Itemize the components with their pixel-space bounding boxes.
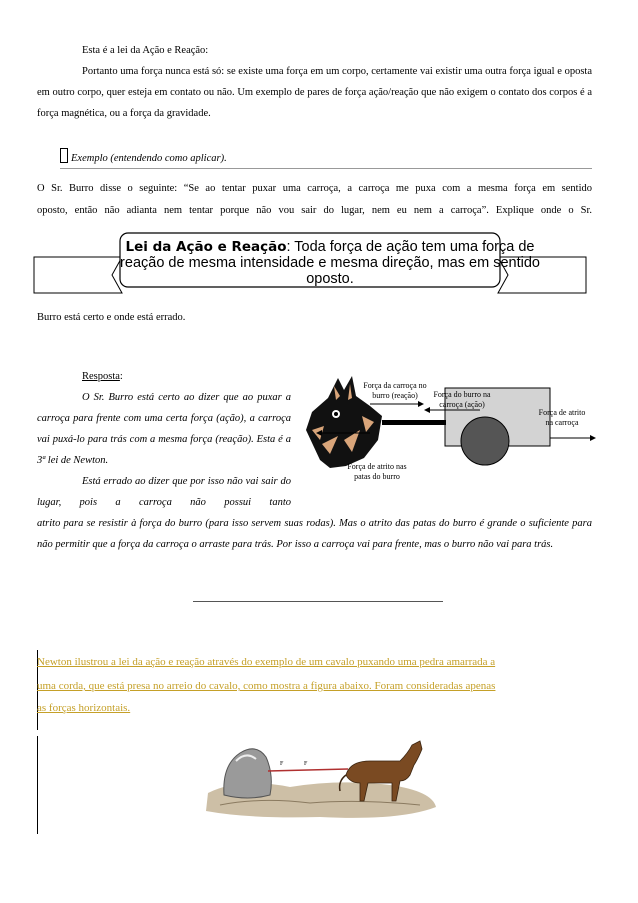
label-action: Força do burro na carroça (ação) xyxy=(433,390,491,409)
question-line: Burro está certo e onde está errado. xyxy=(37,312,186,323)
label-hoof-friction: Força de atrito nas patas do burro xyxy=(347,462,407,481)
intro-paragraph: Portanto uma força nunca está só: se existe uma força em um corpo, certamente vai existir uma outra força igual e oposta em outro corpo, quer esteja em contato ou não. Um exemplo de pares de força ação/reação que não exigem o contato dos corpos é a força magnética, ou a força da gravidade. xyxy=(37,66,592,119)
force-mark: F xyxy=(280,761,284,767)
force-mark: F xyxy=(304,761,308,767)
newton-text[interactable]: as forças horizontais. xyxy=(37,702,131,714)
wheel-shape xyxy=(461,417,509,465)
stone-icon xyxy=(224,749,272,798)
intro-line: Esta é a lei da Ação e Reação: xyxy=(82,45,209,56)
example-heading xyxy=(60,148,592,169)
margin-bar xyxy=(37,736,38,834)
checkbox-icon xyxy=(60,148,68,163)
example-heading-text: Exemplo (entendendo como aplicar). xyxy=(71,153,227,164)
rope-line xyxy=(268,769,348,771)
label-cart-friction: Força de atrito na carroça xyxy=(538,408,586,427)
horse-stone-figure xyxy=(200,735,440,821)
answer-paragraph: atrito para se resistir à força do burro (para isso servem suas rodas). Mas o atrito das patas do burro é grande o suficiente para não permitir que a força da carroça o arraste para trás. Por isso a carroça vai para frente, mas o burro não vai para trás. xyxy=(37,518,592,550)
newton-text[interactable]: Newton ilustrou a lei da ação e reação através do exemplo de um cavalo puxando uma pedra amarrada a xyxy=(37,656,496,668)
question-line: oposto, então não adianta nem tentar porque não vou sair do lugar, nem eu nem a carroça”. Explique onde o Sr. xyxy=(37,205,592,216)
law-banner-text: Lei da Ação e Reação: Toda força de ação tem uma força de reação de mesma intensidade e mesma direção, mas em sentido oposto. xyxy=(120,239,540,287)
law-banner-title: Lei da Ação e Reação xyxy=(125,239,287,255)
answer-paragraph: Está errado ao dizer que por isso não vai sair do lugar, pois a carroça não possui tanto xyxy=(37,476,291,508)
answer-paragraph: O Sr. Burro está certo ao dizer que ao puxar a carroça para frente com uma certa força (ação), a carroça vai puxá-lo para trás com a mesma força (reação). Esta é a 3ª lei de Newton. xyxy=(37,392,291,466)
answer-label: Resposta: xyxy=(82,371,123,382)
label-reaction: Força da carroça no burro (reação) xyxy=(363,381,427,400)
newton-text[interactable]: uma corda, que está presa no arreio do cavalo, como mostra a figura abaixo. Foram consideradas apenas xyxy=(37,680,496,692)
separator xyxy=(193,601,443,602)
question-line: O Sr. Burro disse o seguinte: “Se ao tentar puxar uma carroça, a carroça me puxa com a mesma força em sentido xyxy=(37,183,592,194)
harness-pole xyxy=(382,420,446,425)
